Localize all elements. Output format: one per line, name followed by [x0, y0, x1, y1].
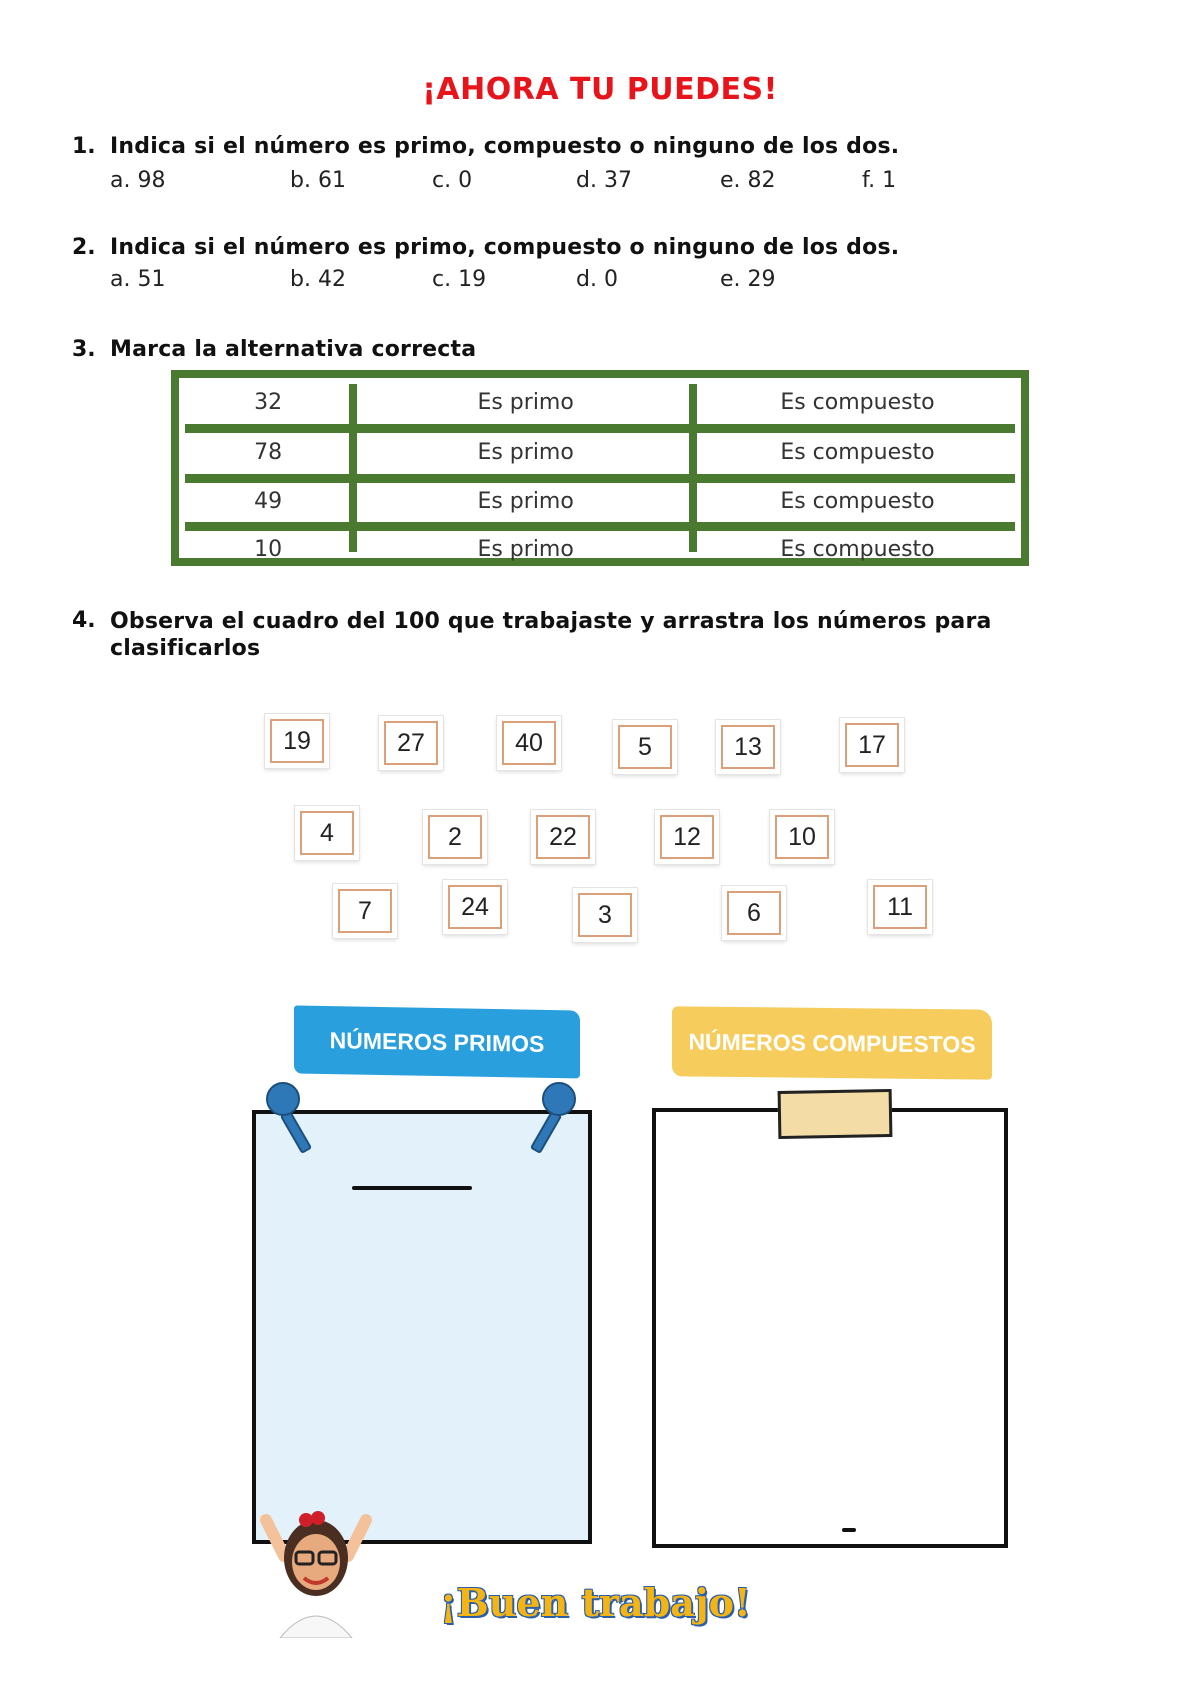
compuestos-banner: NÚMEROS COMPUESTOS — [672, 1006, 992, 1079]
question-3 — [72, 337, 1072, 362]
number-card[interactable]: 10 — [770, 810, 834, 864]
option-compuesto[interactable]: Es compuesto — [780, 536, 935, 562]
option[interactable]: a. 98 — [110, 168, 166, 193]
option-primo[interactable]: Es primo — [477, 488, 574, 514]
question-number: 4. — [72, 608, 96, 633]
pushpin-icon — [542, 1082, 576, 1116]
question-number: 2. — [72, 235, 96, 260]
number-card[interactable]: 6 — [722, 886, 786, 940]
option[interactable]: b. 61 — [290, 168, 346, 193]
number-card[interactable]: 2 — [423, 810, 487, 864]
question-number: 1. — [72, 134, 96, 159]
option[interactable]: d. 0 — [576, 267, 618, 292]
table-number: 10 — [254, 536, 283, 562]
option[interactable]: e. 29 — [720, 267, 776, 292]
option[interactable]: c. 0 — [432, 168, 473, 193]
question-text: Observa el cuadro del 100 que trabajaste y arrastra los números para clasificarlos — [110, 609, 992, 661]
pushpin-icon — [266, 1082, 300, 1116]
option[interactable]: a. 51 — [110, 267, 166, 292]
number-card[interactable]: 13 — [716, 720, 780, 774]
number-card[interactable]: 11 — [868, 880, 932, 934]
question-number: 3. — [72, 337, 96, 362]
number-card[interactable]: 19 — [265, 714, 329, 768]
number-card[interactable]: 24 — [443, 880, 507, 934]
tape-icon — [778, 1089, 893, 1139]
question-4 — [72, 608, 1072, 662]
question-text: Indica si el número es primo, compuesto o ninguno de los dos. — [110, 235, 900, 260]
option-compuesto[interactable]: Es compuesto — [780, 439, 935, 465]
number-card[interactable]: 40 — [497, 716, 561, 770]
number-card[interactable]: 27 — [379, 716, 443, 770]
table-number: 49 — [254, 488, 283, 514]
answer-table — [171, 370, 1029, 566]
number-card[interactable]: 3 — [573, 888, 637, 942]
option-compuesto[interactable]: Es compuesto — [780, 389, 935, 415]
question-text: Marca la alternativa correcta — [110, 337, 477, 362]
option[interactable]: b. 42 — [290, 267, 346, 292]
board-mark — [352, 1186, 472, 1190]
primos-banner: NÚMEROS PRIMOS — [294, 1006, 580, 1079]
option[interactable]: c. 19 — [432, 267, 487, 292]
option-primo[interactable]: Es primo — [477, 389, 574, 415]
number-card[interactable]: 7 — [333, 884, 397, 938]
option-compuesto[interactable]: Es compuesto — [780, 488, 935, 514]
question-text: Indica si el número es primo, compuesto o ninguno de los dos. — [110, 134, 900, 159]
option[interactable]: e. 82 — [720, 168, 776, 193]
number-card[interactable]: 5 — [613, 720, 677, 774]
question-1 — [72, 134, 1072, 159]
footer-message: ¡Buen trabajo! — [440, 1580, 751, 1625]
option[interactable]: f. 1 — [862, 168, 897, 193]
table-row — [185, 382, 1015, 422]
number-card[interactable]: 12 — [655, 810, 719, 864]
table-row — [185, 432, 1015, 472]
table-row — [185, 481, 1015, 521]
option-primo[interactable]: Es primo — [477, 439, 574, 465]
compuestos-drop-zone[interactable] — [652, 1108, 1008, 1548]
option-primo[interactable]: Es primo — [477, 536, 574, 562]
option[interactable]: d. 37 — [576, 168, 632, 193]
table-number: 32 — [254, 389, 283, 415]
number-card[interactable]: 22 — [531, 810, 595, 864]
board-mark — [842, 1528, 856, 1532]
question-2 — [72, 235, 1072, 260]
primos-drop-zone[interactable] — [252, 1110, 592, 1544]
table-row — [185, 529, 1015, 569]
teacher-avatar-icon — [246, 1496, 386, 1638]
page-title: ¡AHORA TU PUEDES! — [422, 72, 778, 107]
number-card[interactable]: 4 — [295, 806, 359, 860]
number-card[interactable]: 17 — [840, 718, 904, 772]
table-number: 78 — [254, 439, 283, 465]
